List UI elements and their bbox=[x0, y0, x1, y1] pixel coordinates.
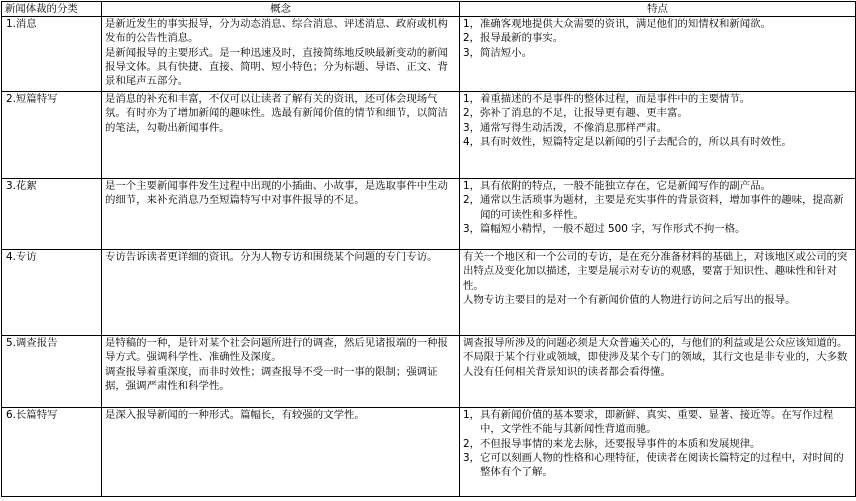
list-item bbox=[463, 451, 852, 479]
features-text: 调查报导所涉及的问题必须是大众普遍关心的，与他们的利益或是公众应该知道的。不局限于某个行业或领域，即使涉及某个专门的领域，其行文也是非专业的，大多数人没有任何相关背景知识的读者都会看得懂。 bbox=[463, 337, 848, 378]
concept-cell bbox=[102, 250, 460, 336]
list-item bbox=[463, 92, 852, 106]
list-item bbox=[463, 408, 852, 436]
concept-text: 专访告诉读者更详细的资讯。分为人物专访和围绕某个问题的专门专访。 bbox=[105, 251, 438, 264]
item-number: 1， bbox=[463, 180, 481, 193]
item-number: 4， bbox=[463, 135, 481, 148]
list-item bbox=[463, 106, 852, 120]
list-item bbox=[463, 179, 852, 193]
concept-text: 是新近发生的事实报导，分为动态消息、综合消息、评述消息、政府或机构发布的公告性消息。 bbox=[105, 18, 448, 45]
features-text: 有关一个地区和一个公司的专访，是在充分准备材料的基础上，对该地区或公司的突出特点及变化加以描述，主要是展示对专访的观感，要富于知识性、趣味性和针对性。 bbox=[463, 251, 848, 292]
list-item bbox=[463, 193, 852, 221]
item-number: 2， bbox=[463, 107, 481, 120]
features-cell bbox=[460, 408, 856, 497]
list-item bbox=[463, 46, 852, 60]
list-item bbox=[463, 121, 852, 135]
category-cell: 4.专访 bbox=[2, 250, 102, 336]
item-text: 通常以生活琐事为题材，主要是充实事件的背景资料，增加事件的趣味，提高新闻的可读性和多样性。 bbox=[480, 194, 844, 221]
list-item bbox=[463, 135, 852, 149]
item-text: 通常写得生动活泼，不像消息那样严肃。 bbox=[480, 121, 668, 134]
features-cell bbox=[460, 336, 856, 408]
item-text: 弥补了消息的不足，让报导更有趣、更丰富。 bbox=[480, 107, 688, 120]
item-text: 它可以刻画人物的性格和心理特征，使读者在阅读长篇特定的过程中，对时间的整体有个了解。 bbox=[480, 451, 844, 479]
category-cell: 3.花絮 bbox=[2, 179, 102, 250]
concept-cell bbox=[102, 17, 460, 92]
item-text: 具有时效性，短篇特定是以新闻的引子去配合的，所以具有时效性。 bbox=[480, 135, 792, 148]
item-text: 篇幅短小精悍，一般不超过 500 字，写作形式不拘一格。 bbox=[480, 222, 746, 235]
concept-cell bbox=[102, 92, 460, 179]
concept-text: 是一个主要新闻事件发生过程中出现的小插曲、小故事，是选取事件中生动的细节，来补充消息乃至短篇特写中对事件报导的不足。 bbox=[105, 180, 448, 207]
item-text: 具有新闻价值的基本要求，即新鲜、真实、重要、显著、接近等。在写作过程中，文学性不能与其新闻性背道而驰。 bbox=[480, 409, 834, 436]
item-number: 3， bbox=[463, 46, 481, 59]
category-cell: 2.短篇特写 bbox=[2, 92, 102, 179]
item-number: 3， bbox=[463, 121, 481, 134]
list-item bbox=[463, 31, 852, 45]
list-item bbox=[463, 222, 852, 236]
table-row bbox=[2, 250, 856, 336]
item-number: 1， bbox=[463, 18, 481, 31]
item-number: 1， bbox=[463, 409, 481, 422]
list-item bbox=[463, 17, 852, 31]
table-row bbox=[2, 336, 856, 408]
item-number: 2， bbox=[463, 437, 481, 450]
concept-text: 是新闻报导的主要形式。是一种迅速及时，直接简练地反映最新变动的新闻报导文体。具有快捷、直接、简明、短小特色；分为标题、导语、正文、背景和尾声五部分。 bbox=[105, 46, 448, 88]
concept-text: 是特稿的一种，是针对某个社会问题所进行的调查，然后见诸报端的一种报导方式。强调科学性、准确性及深度。 bbox=[105, 337, 448, 364]
item-number: 1， bbox=[463, 93, 481, 106]
table-row bbox=[2, 408, 856, 497]
item-number: 2， bbox=[463, 32, 481, 45]
table-row bbox=[2, 179, 856, 250]
category-cell: 6.长篇特写 bbox=[2, 408, 102, 497]
features-text: 人物专访主要目的是对一个有新闻价值的人物进行访问之后写出的报导。 bbox=[463, 293, 796, 306]
concept-cell bbox=[102, 179, 460, 250]
concept-text: 是深入报导新闻的一种形式。篇幅长，有较强的文学性。 bbox=[105, 409, 365, 422]
features-cell bbox=[460, 92, 856, 179]
category-cell: 1.消息 bbox=[2, 17, 102, 92]
table-row bbox=[2, 92, 856, 179]
category-cell: 5.调查报告 bbox=[2, 336, 102, 408]
concept-text: 是消息的补充和丰富，不仅可以让读者了解有关的资讯，还可体会现场气氛。有时亦为了增加新闻的趣味性。选最有新闻价值的情节和细节，以简洁的笔法，勾勒出新闻事件。 bbox=[105, 93, 448, 134]
concept-text: 调查报导着重深度，而非时效性；调查报导不受一时一事的限制；强调证据，强调严肃性和科学性。 bbox=[105, 365, 438, 392]
item-text: 不但报导事情的来龙去脉，还要报导事件的本质和发展规律。 bbox=[480, 437, 761, 450]
header-category: 新闻体裁的分类 bbox=[2, 2, 102, 17]
header-concept: 概念 bbox=[102, 2, 460, 17]
item-number: 3， bbox=[463, 222, 481, 235]
item-text: 准确客观地提供大众需要的资讯，满足他们的知情权和新闻欲。 bbox=[480, 18, 771, 31]
item-text: 报导最新的事实。 bbox=[480, 32, 564, 45]
list-item bbox=[463, 437, 852, 451]
header-row bbox=[2, 2, 856, 17]
features-cell bbox=[460, 179, 856, 250]
genre-table bbox=[1, 1, 856, 497]
table-row bbox=[2, 17, 856, 92]
features-cell bbox=[460, 250, 856, 336]
concept-cell bbox=[102, 408, 460, 497]
features-cell bbox=[460, 17, 856, 92]
item-text: 简洁短小。 bbox=[480, 46, 532, 59]
concept-cell bbox=[102, 336, 460, 408]
header-features: 特点 bbox=[460, 2, 856, 17]
item-number: 2， bbox=[463, 194, 481, 207]
item-text: 着重描述的不是事件的整体过程，而是事件中的主要情节。 bbox=[480, 93, 751, 106]
item-number: 3， bbox=[463, 451, 481, 464]
item-text: 具有依附的特点，一般不能独立存在，它是新闻写作的副产品。 bbox=[480, 180, 771, 193]
